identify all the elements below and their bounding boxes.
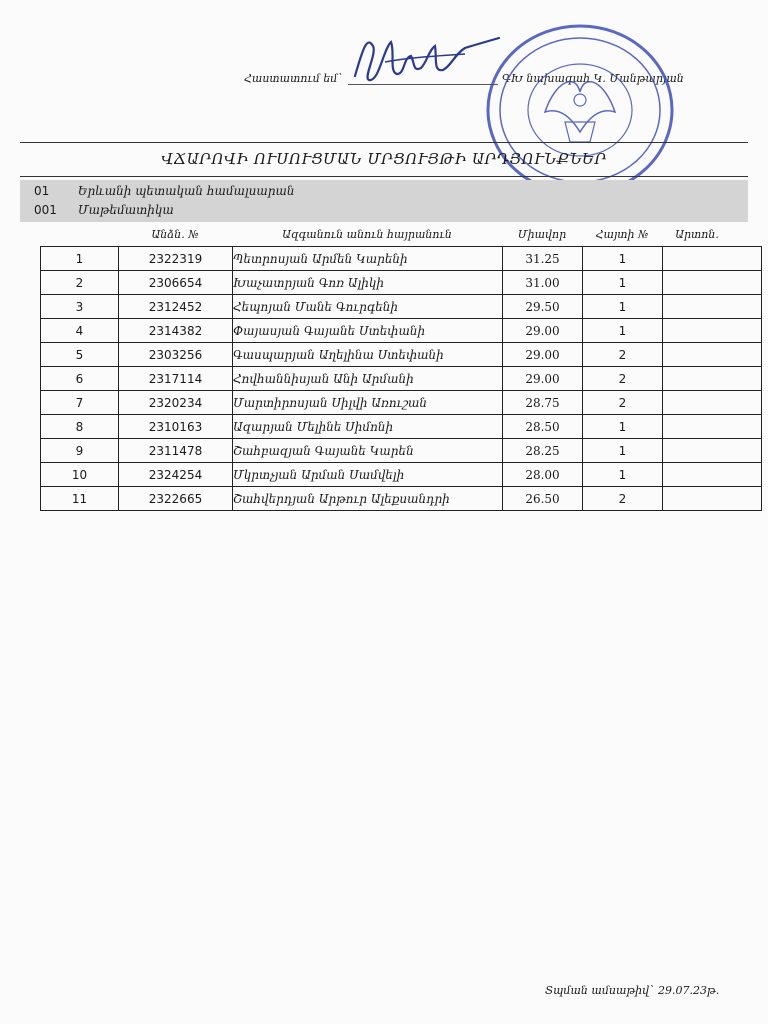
print-date: Տպման ամսաթիվ` 29.07.23թ. xyxy=(545,984,720,997)
signature-icon xyxy=(345,28,505,88)
row-score: 29.50 xyxy=(503,295,583,319)
row-id: 2310163 xyxy=(119,415,233,439)
row-id: 2322319 xyxy=(119,247,233,271)
row-id: 2322665 xyxy=(119,487,233,511)
table-row xyxy=(41,439,762,463)
row-number: 6 xyxy=(41,367,119,391)
results-table xyxy=(40,246,762,511)
row-note xyxy=(663,439,762,463)
row-score: 31.00 xyxy=(503,271,583,295)
institution-row xyxy=(34,184,295,198)
row-score: 29.00 xyxy=(503,343,583,367)
row-note xyxy=(663,391,762,415)
row-score: 31.25 xyxy=(503,247,583,271)
row-application: 1 xyxy=(583,319,663,343)
official-seal-icon xyxy=(485,22,675,197)
row-name: Մկրտչյան Արման Սամվելի xyxy=(233,463,503,487)
col-header-note: Արտոն. xyxy=(675,228,719,241)
row-number: 5 xyxy=(41,343,119,367)
table-row xyxy=(41,415,762,439)
row-note xyxy=(663,343,762,367)
institution-band xyxy=(20,180,748,222)
table-row xyxy=(41,463,762,487)
row-score: 26.50 xyxy=(503,487,583,511)
row-application: 1 xyxy=(583,295,663,319)
page-title: ՎՃԱՐՈՎԻ ՈՒՍՈՒՑՄԱՆ ՄՐՑՈՒՅԹԻ ԱՐԴՅՈՒՆՔՆԵՐ xyxy=(161,150,607,168)
row-number: 2 xyxy=(41,271,119,295)
row-number: 11 xyxy=(41,487,119,511)
row-application: 1 xyxy=(583,463,663,487)
row-number: 4 xyxy=(41,319,119,343)
row-application: 1 xyxy=(583,415,663,439)
row-id: 2306654 xyxy=(119,271,233,295)
row-number: 7 xyxy=(41,391,119,415)
row-application: 2 xyxy=(583,391,663,415)
col-header-application: Հայտի № xyxy=(595,228,649,241)
table-row xyxy=(41,271,762,295)
row-note xyxy=(663,295,762,319)
row-name: Պետրոսյան Արմեն Կարենի xyxy=(233,247,503,271)
row-id: 2314382 xyxy=(119,319,233,343)
institution-code: 01 xyxy=(34,184,50,198)
row-id: 2320234 xyxy=(119,391,233,415)
row-id: 2303256 xyxy=(119,343,233,367)
title-rule xyxy=(20,176,748,177)
table-row xyxy=(41,343,762,367)
row-note xyxy=(663,247,762,271)
table-row xyxy=(41,487,762,511)
col-header-score: Միավոր xyxy=(517,228,567,241)
row-name: Գասպարյան Աղելինա Ստեփանի xyxy=(233,343,503,367)
row-number: 1 xyxy=(41,247,119,271)
row-name: Հովհաննիսյան Անի Արմանի xyxy=(233,367,503,391)
row-note xyxy=(663,463,762,487)
row-note xyxy=(663,271,762,295)
row-name: Ազարյան Մելինե Սիմոնի xyxy=(233,415,503,439)
col-header-id: Անձն. № xyxy=(151,228,199,241)
row-name: Խաչատրյան Գոռ Ալիկի xyxy=(233,271,503,295)
row-id: 2311478 xyxy=(119,439,233,463)
row-score: 29.00 xyxy=(503,367,583,391)
row-name: Հեպոյան Մանե Գուրգենի xyxy=(233,295,503,319)
row-name: Շահբազյան Գայանե Կարեն xyxy=(233,439,503,463)
row-id: 2317114 xyxy=(119,367,233,391)
row-number: 3 xyxy=(41,295,119,319)
row-note xyxy=(663,487,762,511)
table-row xyxy=(41,295,762,319)
row-application: 1 xyxy=(583,271,663,295)
row-application: 1 xyxy=(583,247,663,271)
row-note xyxy=(663,367,762,391)
specialty-code: 001 xyxy=(34,203,57,217)
institution-name: Երևանի պետական համալսարան xyxy=(77,184,295,198)
row-score: 28.75 xyxy=(503,391,583,415)
table-row xyxy=(41,391,762,415)
row-score: 28.50 xyxy=(503,415,583,439)
row-application: 1 xyxy=(583,439,663,463)
row-application: 2 xyxy=(583,367,663,391)
approved-label: Հաստատում եմ` xyxy=(244,72,343,85)
table-row xyxy=(41,247,762,271)
row-number: 9 xyxy=(41,439,119,463)
specialty-row xyxy=(34,203,174,217)
top-rule xyxy=(20,142,748,143)
row-name: Փայասյան Գայանե Ստեփանի xyxy=(233,319,503,343)
row-id: 2324254 xyxy=(119,463,233,487)
row-note xyxy=(663,415,762,439)
row-score: 29.00 xyxy=(503,319,583,343)
row-application: 2 xyxy=(583,343,663,367)
approver-name: ԳԽ նախագահ Կ. Մանթարյան xyxy=(502,72,684,85)
row-name: Շահվերդյան Արթուր Ալեքսանդրի xyxy=(233,487,503,511)
specialty-name: Մաթեմատիկա xyxy=(77,203,174,217)
table-row xyxy=(41,319,762,343)
table-row xyxy=(41,367,762,391)
row-number: 8 xyxy=(41,415,119,439)
col-header-name: Ազգանուն անուն հայրանուն xyxy=(282,228,452,241)
row-id: 2312452 xyxy=(119,295,233,319)
row-score: 28.25 xyxy=(503,439,583,463)
row-application: 2 xyxy=(583,487,663,511)
row-note xyxy=(663,319,762,343)
row-number: 10 xyxy=(41,463,119,487)
row-name: Մարտիրոսյան Սիլվի Առուշան xyxy=(233,391,503,415)
row-score: 28.00 xyxy=(503,463,583,487)
